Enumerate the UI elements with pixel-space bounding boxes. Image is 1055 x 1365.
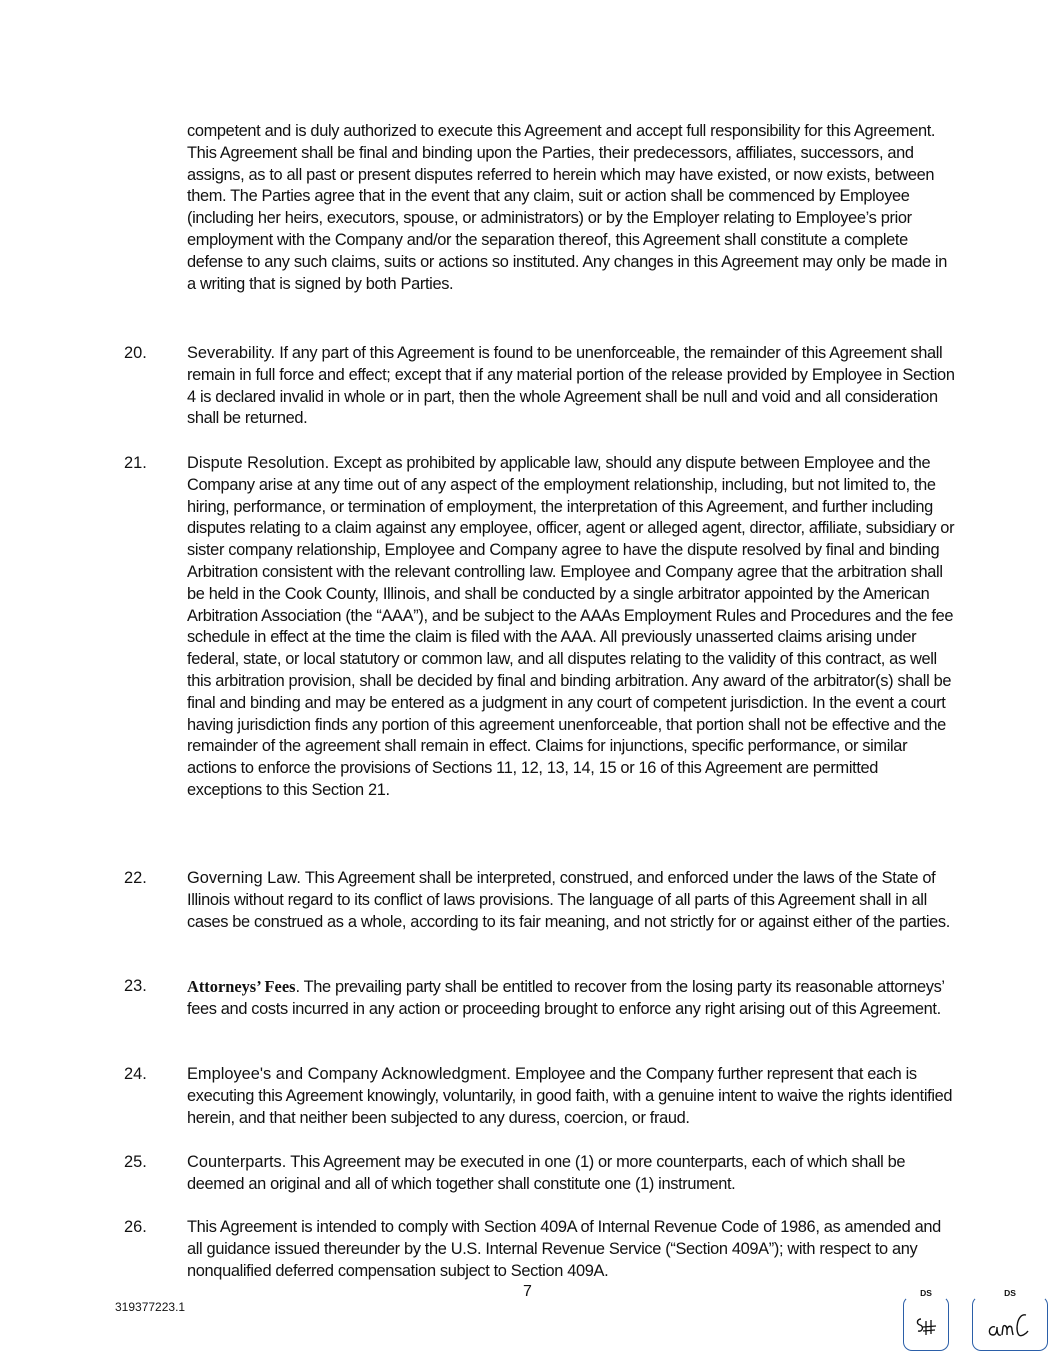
initial-stroke [917,1319,922,1331]
section-number: 23. [124,977,147,995]
section-text: . The prevailing party shall be entitled to recover from the losing party its reasonable attorneys’ fees and costs incurred in any action or proceeding brought to enforce any right arising out of this Agreement. [187,978,945,1018]
document-id: 319377223.1 [115,1300,186,1314]
continuation-paragraph: competent and is duly authorized to execute this Agreement and accept full responsibility for this Agreement. This Agreement shall be final and binding upon the Parties, their predecessors, affiliates, successors, and assigns, as to all past or present disputes referred to herein which may have existed, or now exists, between them. The Parties agree that in the event that any claim, suit or action shall be commenced by Employee (including her heirs, executors, spouse, or administrators) or by the Employer relating to Employee’s prior employment with the Company and/or the separation thereof, this Agreement shall constitute a complete defense to any such claims, suits or actions so instituted. Any changes in this Agreement may only be made in a writing that is signed by both Parties. [187,122,947,293]
section-heading: Severability. [187,344,276,362]
section-body [187,1217,957,1282]
section-body [187,1152,957,1196]
section-text: Except as prohibited by applicable law, should any dispute between Employee and the Company arise at any time out of any aspect of the employment relationship, including, but not limited to, the hiring, performance, or termination of employment, the interpretation of this Agreement, and further including disputes relating to a claim against any employee, officer, agent or alleged agent, director, affiliate, subsidiary or sister company relationship, Employee and Company agree to have the dispute resolved by final and binding Arbitration consistent with the relevant controlling law. Employee and Company agree that the arbitration shall be held in the Cook County, Illinois, and shall be conducted by a single arbitrator appointed by the American Arbitration Association (the “AAA”), and be subject to the AAAs Employment Rules and Procedures and the fee schedule in effect at the time the claim is filed with the AAA. All previously unasserted claims arising under federal, state, or local statutory or common law, and all disputes relating to the validity of this contract, as well this arbitration provision, shall be decided by final and binding arbitration. Any award of the arbitrator(s) shall be final and binding and may be entered as a judgment in any court of competent jurisdiction. In the event a court having jurisdiction finds any portion of this agreement unenforceable, that portion shall not be effective and the remainder of the agreement shall remain in effect. Claims for injunctions, specific performance, or similar actions to enforce the provisions of Sections 11, 12, 13, 14, 15 or 16 of this Agreement are permitted exceptions to this Section 21. [187,454,955,799]
docusign-label: DS [916,1288,936,1298]
section-heading: Counterparts. [187,1153,287,1171]
section-body [187,343,957,430]
initials-signature-2 [973,1297,1047,1350]
section-text: This Agreement shall be interpreted, construed, and enforced under the laws of the State of Illinois without regard to its conflict of laws provisions. The language of all parts of this Agreement shall in all cases be construed as a whole, according to its fair meaning, and not strictly for or against either of the parties. [187,869,950,931]
docusign-label: DS [1000,1288,1020,1298]
initial-stroke [1002,1326,1013,1335]
section-heading: Governing Law. [187,869,301,887]
section-heading: Employee's and Company Acknowledgment. [187,1065,511,1083]
docusign-initials-box-2 [972,1288,1048,1351]
section-text: If any part of this Agreement is found to be unenforceable, the remainder of this Agreement shall remain in full force and effect; except that if any material portion of the release provided by Employee in Section 4 is declared invalid in whole or in part, then the whole Agreement shall be null and void and all consideration shall be returned. [187,344,955,428]
section-body [187,976,957,1021]
section-heading: Attorneys’ Fees [187,977,296,996]
section-body [187,453,957,802]
initial-stroke [1017,1315,1028,1336]
section-number: 21. [124,454,147,472]
section-number: 25. [124,1153,147,1171]
docusign-initials-box-1 [903,1288,949,1351]
section-body [187,868,957,933]
section-number: 20. [124,344,147,362]
initial-stroke [989,1327,1001,1335]
section-heading: Dispute Resolution. [187,454,330,472]
section-number: 22. [124,869,147,887]
section-text: This Agreement is intended to comply with Section 409A of Internal Revenue Code of 1986, as amended and all guidance issued thereunder by the U.S. Internal Revenue Service (“Section 409A”); with respect to any nonqualified deferred compensation subject to Section 409A. [187,1218,941,1280]
initial-stroke [923,1320,936,1335]
section-number: 26. [124,1218,147,1236]
initials-signature-1 [904,1297,948,1350]
section-text: This Agreement may be executed in one (1) or more counterparts, each of which shall be deemed an original and all of which together shall constitute one (1) instrument. [187,1153,906,1193]
section-body [187,1064,957,1129]
section-text: Employee and the Company further represent that each is executing this Agreement knowingly, voluntarily, in good faith, with a genuine intent to waive the rights identified herein, and that neither been subjected to any duress, coercion, or fraud. [187,1065,953,1127]
page-number: 7 [523,1283,532,1300]
section-number: 24. [124,1065,147,1083]
